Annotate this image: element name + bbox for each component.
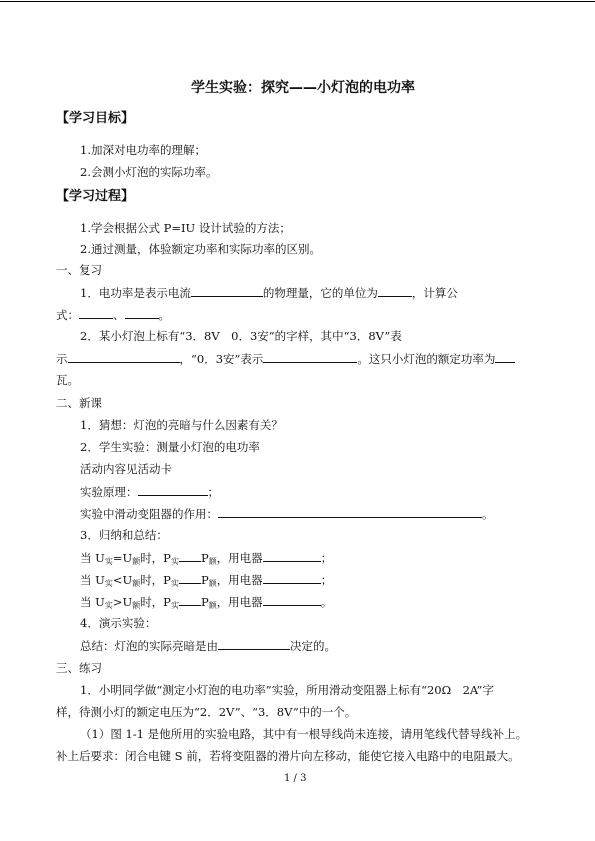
process-item-2: 2.通过测量，体验额定功率和实际功率的区别。 (80, 242, 321, 256)
process-item-1: 1.学会根据公式 P=IU 设计试验的方法； (80, 221, 291, 235)
practice-line-3: （1）图 1-1 是他所用的实验电路，其中有一根导线尚未连接，请用笔线代替导线补上。 (80, 727, 528, 741)
goals-heading: 【学习目标】 (56, 111, 135, 126)
newlesson-line-2: 2．学生实验：测量小灯泡的电功率 (80, 440, 260, 454)
review-q1-line2: 式： 、 。 (56, 308, 170, 322)
answer-blank[interactable] (179, 594, 201, 606)
newlesson-line-1: 1．猜想：灯泡的亮暗与什么因素有关？ (80, 418, 283, 432)
answer-blank[interactable] (495, 351, 515, 363)
review-q2-line3: 瓦。 (56, 373, 79, 387)
review-q2-line1: 2．某小灯泡上标有“3．8V 0．3安”的字样，其中“3．8V”表 (80, 329, 402, 343)
newlesson-line-6: 3．归纳和总结： (80, 528, 168, 542)
answer-blank[interactable] (378, 285, 412, 297)
answer-blank[interactable] (179, 572, 201, 584)
newlesson-principle: 实验原理： ； (80, 485, 219, 499)
review-heading: 一、复习 (56, 263, 102, 277)
answer-blank[interactable] (68, 351, 180, 363)
page-title: 学生实验：探究——小灯泡的电功率 (191, 80, 415, 96)
answer-blank[interactable] (79, 307, 113, 319)
practice-line-4: 补上后要求：闭合电键 S 前，若将变阻器的滑片向左移动，能使它接入电路中的电阻最大。 (56, 749, 520, 763)
answer-blank[interactable] (191, 285, 263, 297)
answer-blank[interactable] (263, 550, 321, 562)
page-number: 1 / 3 (284, 773, 307, 784)
review-q1-line1: 1．电功率是表示电流 的物理量，它的单位为 ，计算公 (80, 286, 458, 300)
newlesson-summary: 总结：灯泡的实际亮暗是由 决定的。 (80, 639, 336, 653)
answer-blank[interactable] (263, 572, 321, 584)
review-q2-line2: 示 ，“0．3安”表示 。这只小灯泡的额定功率为 (56, 351, 515, 366)
process-heading: 【学习过程】 (56, 189, 135, 204)
practice-heading: 三、练习 (56, 661, 102, 675)
goal-item-1: 1.加深对电功率的理解； (80, 143, 206, 157)
answer-blank[interactable] (263, 594, 321, 606)
top-rule (0, 1, 595, 2)
newlesson-rheostat: 实验中滑动变阻器的作用： 。 (80, 507, 494, 521)
goal-item-2: 2.会测小灯泡的实际功率。 (80, 165, 218, 179)
compare-row: 当 $U_实=U_额$时，$P_实$ $P_额$，用电器 ； (80, 551, 333, 566)
newlesson-line-3: 活动内容见活动卡 (80, 462, 172, 476)
answer-blank[interactable] (263, 351, 357, 363)
answer-blank[interactable] (179, 550, 201, 562)
answer-blank[interactable] (125, 307, 159, 319)
compare-row: 当 $U_实>U_额$时，$P_实$ $P_额$，用电器 。 (80, 595, 333, 610)
answer-blank[interactable] (218, 638, 290, 650)
newlesson-line-7: 4．演示实验： (80, 616, 157, 630)
newlesson-heading: 二、新课 (56, 396, 102, 410)
practice-line-2: 样，待测小灯的额定电压为“2．2V”、“3．8V”中的一个。 (56, 705, 357, 719)
practice-line-1: 1．小明同学做“测定小灯泡的电功率”实验，所用滑动变阻器上标有“20Ω 2A”字 (80, 683, 494, 697)
answer-blank[interactable] (138, 484, 208, 496)
compare-row: 当 $U_实<U_额$时，$P_实$ $P_额$，用电器 ； (80, 573, 333, 588)
answer-blank[interactable] (218, 506, 482, 518)
